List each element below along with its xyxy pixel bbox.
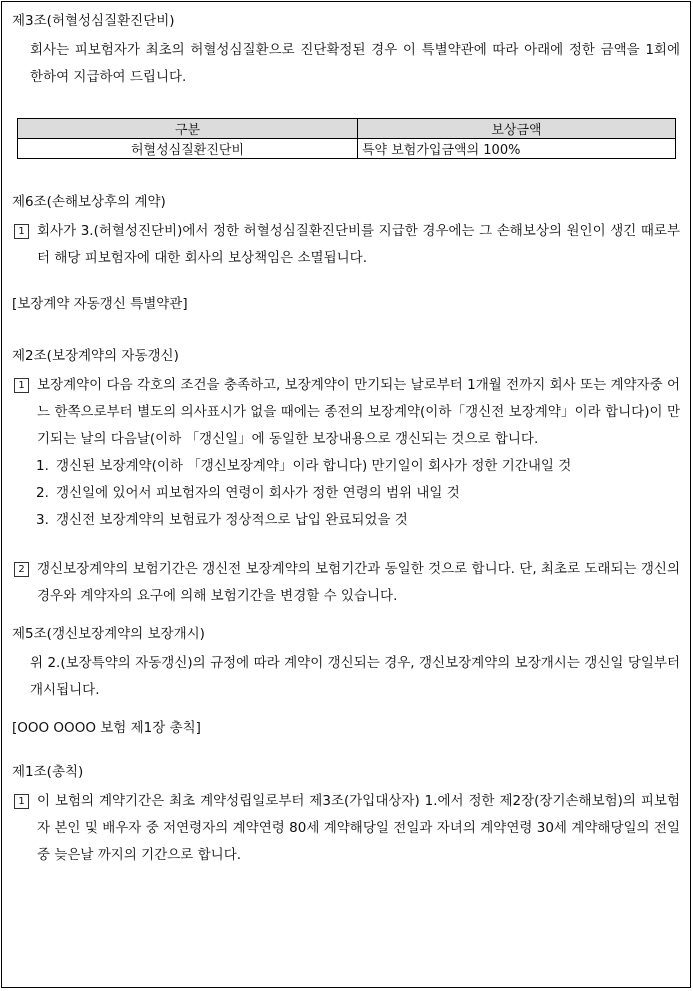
item-number-box: 2 <box>14 562 29 577</box>
list-item-number: 2. <box>36 485 49 501</box>
benefit-table <box>17 118 676 159</box>
article-6-item-1 <box>12 218 680 272</box>
article-3-body: 회사는 피보험자가 최초의 허혈성심질환으로 진단확정된 경우 이 특별약관에 따라 아래에 정한 금액을 1회에 한하여 지급하여 드립니다. <box>30 42 680 85</box>
article-1-heading: 제1조(총칙) <box>12 764 84 780</box>
list-item <box>12 507 680 534</box>
list-item-text: 갱신된 보장계약(이하 「갱신보장계약」이라 합니다) 만기일이 회사가 정한 기간내일 것 <box>56 458 572 474</box>
item-number-box: 1 <box>14 794 29 809</box>
list-item <box>12 480 680 507</box>
list-item <box>12 453 680 480</box>
article-2-item-2-text: 갱신보장계약의 보험기간은 갱신전 보장계약의 보험기간과 동일한 것으로 합니다. 단, 최초로 도래되는 갱신의 경우와 계약자의 요구에 의해 보험기간을 변경할 수 있습니다. <box>37 561 680 604</box>
article-2-heading: 제2조(보장계약의 자동갱신) <box>12 348 179 364</box>
table-row <box>18 139 676 159</box>
table-cell-amount: 특약 보험가입금액의 100% <box>358 139 676 159</box>
table-cell-category: 허혈성심질환진단비 <box>18 139 358 159</box>
section-title-auto-renewal: [보장계약 자동갱신 특별약관] <box>12 296 188 312</box>
article-6-item-1-text: 회사가 3.(허혈성진단비)에서 정한 허혈성심질환진단비를 지급한 경우에는 그 손해보상의 원인이 생긴 때로부터 해당 피보험자에 대한 회사의 보상책임은 소멸됩니다. <box>37 223 680 266</box>
article-6-heading: 제6조(손해보상후의 계약) <box>12 194 166 210</box>
article-2-item-2 <box>12 556 680 610</box>
article-5-heading: 제5조(갱신보장계약의 보장개시) <box>12 626 205 642</box>
table-header-amount: 보상금액 <box>358 119 676 139</box>
list-item-number: 3. <box>36 512 49 528</box>
article-1-item-1 <box>12 788 680 869</box>
article-1-item-1-text: 이 보험의 계약기간은 최초 계약성립일로부터 제3조(가입대상자) 1.에서 정한 제2장(장기손해보험)의 피보험자 본인 및 배우자 중 저연령자의 계약연령 80세 계약해당일 전일과 자녀의 계약연령 30세 계약해당일의 전일 중 늦은날 까지의 기간으로 합니다. <box>37 793 680 863</box>
list-item-number: 1. <box>36 458 49 474</box>
list-item-text: 갱신전 보장계약의 보험료가 정상적으로 납입 완료되었을 것 <box>56 512 408 528</box>
section-title-general-provisions: [OOO OOOO 보험 제1장 총칙] <box>12 720 201 736</box>
article-2-item-1 <box>12 372 680 453</box>
article-3-heading: 제3조(허혈성심질환진단비) <box>12 13 175 29</box>
article-2-item-1-text: 보장계약이 다음 각호의 조건을 충족하고, 보장계약이 만기되는 날로부터 1개월 전까지 회사 또는 계약자중 어느 한쪽으로부터 별도의 의사표시가 없을 때에는 종전의 보장계약(이하「갱신전 보장계약」이라 합니다)이 만기되는 날의 다음날(이하 「갱신일」에 동일한 보장내용으로 갱신되는 것으로 합니다. <box>37 377 680 447</box>
table-header-category: 구분 <box>18 119 358 139</box>
list-item-text: 갱신일에 있어서 피보험자의 연령이 회사가 정한 연령의 범위 내일 것 <box>56 485 460 501</box>
article-5-body: 위 2.(보장특약의 자동갱신)의 규정에 따라 계약이 갱신되는 경우, 갱신보장계약의 보장개시는 갱신일 당일부터 개시됩니다. <box>30 655 680 698</box>
item-number-box: 1 <box>14 378 29 393</box>
document-page <box>1 1 691 988</box>
table-header-row <box>18 119 676 139</box>
item-number-box: 1 <box>14 224 29 239</box>
